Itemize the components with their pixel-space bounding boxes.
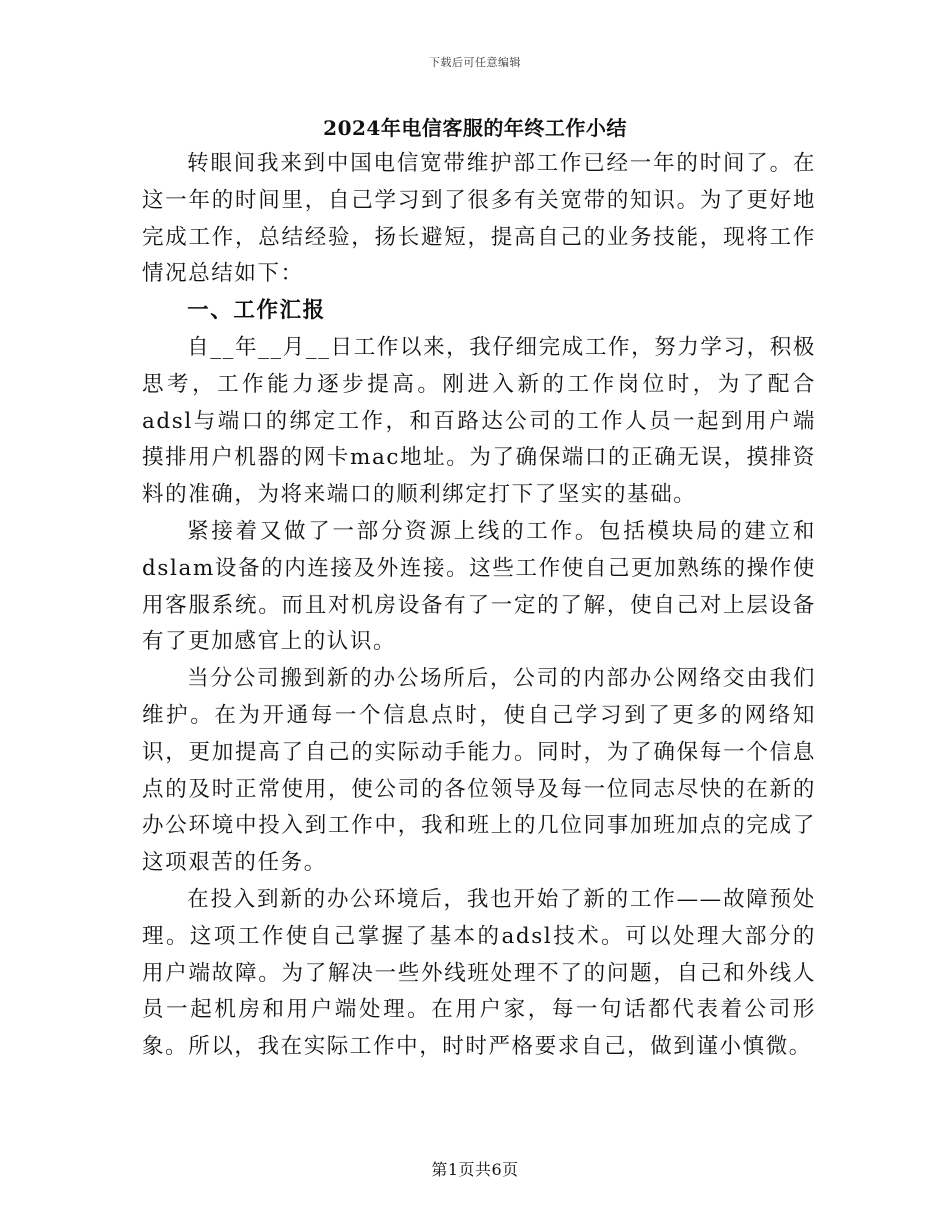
page-number: 第1页共6页 [431,1160,519,1179]
body-paragraph: 自__年__月__日工作以来，我仔细完成工作，努力学习，积极思考，工作能力逐步提高。刚进入新的工作岗位时，为了配合adsl与端口的绑定工作，和百路达公司的工作人员一起到用户端摸排用户机器的网卡mac地址。为了确保端口的正确无误，摸排资料的准确，为将来端口的顺利绑定打下了坚实的基础。 [142,334,816,508]
document-body [142,146,816,1066]
section-heading-work-report: 一、工作汇报 [187,298,326,324]
document-title: 2024年电信客服的年终工作小结 [323,116,627,140]
body-paragraph: 当分公司搬到新的办公场所后，公司的内部办公网络交由我们维护。在为开通每一个信息点时，使自己学习到了更多的网络知识，更加提高了自己的实际动手能力。同时，为了确保每一个信息点的及时正常使用，使公司的各位领导及每一位同志尽快的在新的办公环境中投入到工作中，我和班上的几位同事加班加点的完成了这项艰苦的任务。 [142,666,816,876]
body-paragraph: 紧接着又做了一部分资源上线的工作。包括模块局的建立和dslam设备的内连接及外连接。这些工作使自己更加熟练的操作使用客服系统。而且对机房设备有了一定的了解，使自己对上层设备有了更加感官上的认识。 [142,518,816,655]
intro-paragraph: 转眼间我来到中国电信宽带维护部工作已经一年的时间了。在这一年的时间里，自己学习到了很多有关宽带的知识。为了更好地完成工作，总结经验，扬长避短，提高自己的业务技能，现将工作情况总结如下： [142,151,816,287]
body-paragraph: 在投入到新的办公环境后，我也开始了新的工作——故障预处理。这项工作使自己掌握了基本的adsl技术。可以处理大部分的用户端故障。为了解决一些外线班处理不了的问题，自己和外线人员一起机房和用户端处理。在用户家，每一句话都代表着公司形象。所以，我在实际工作中，时时严格要求自己，做到谨小慎微。 [142,886,816,1060]
page-header-note: 下载后可任意编辑 [429,56,521,69]
